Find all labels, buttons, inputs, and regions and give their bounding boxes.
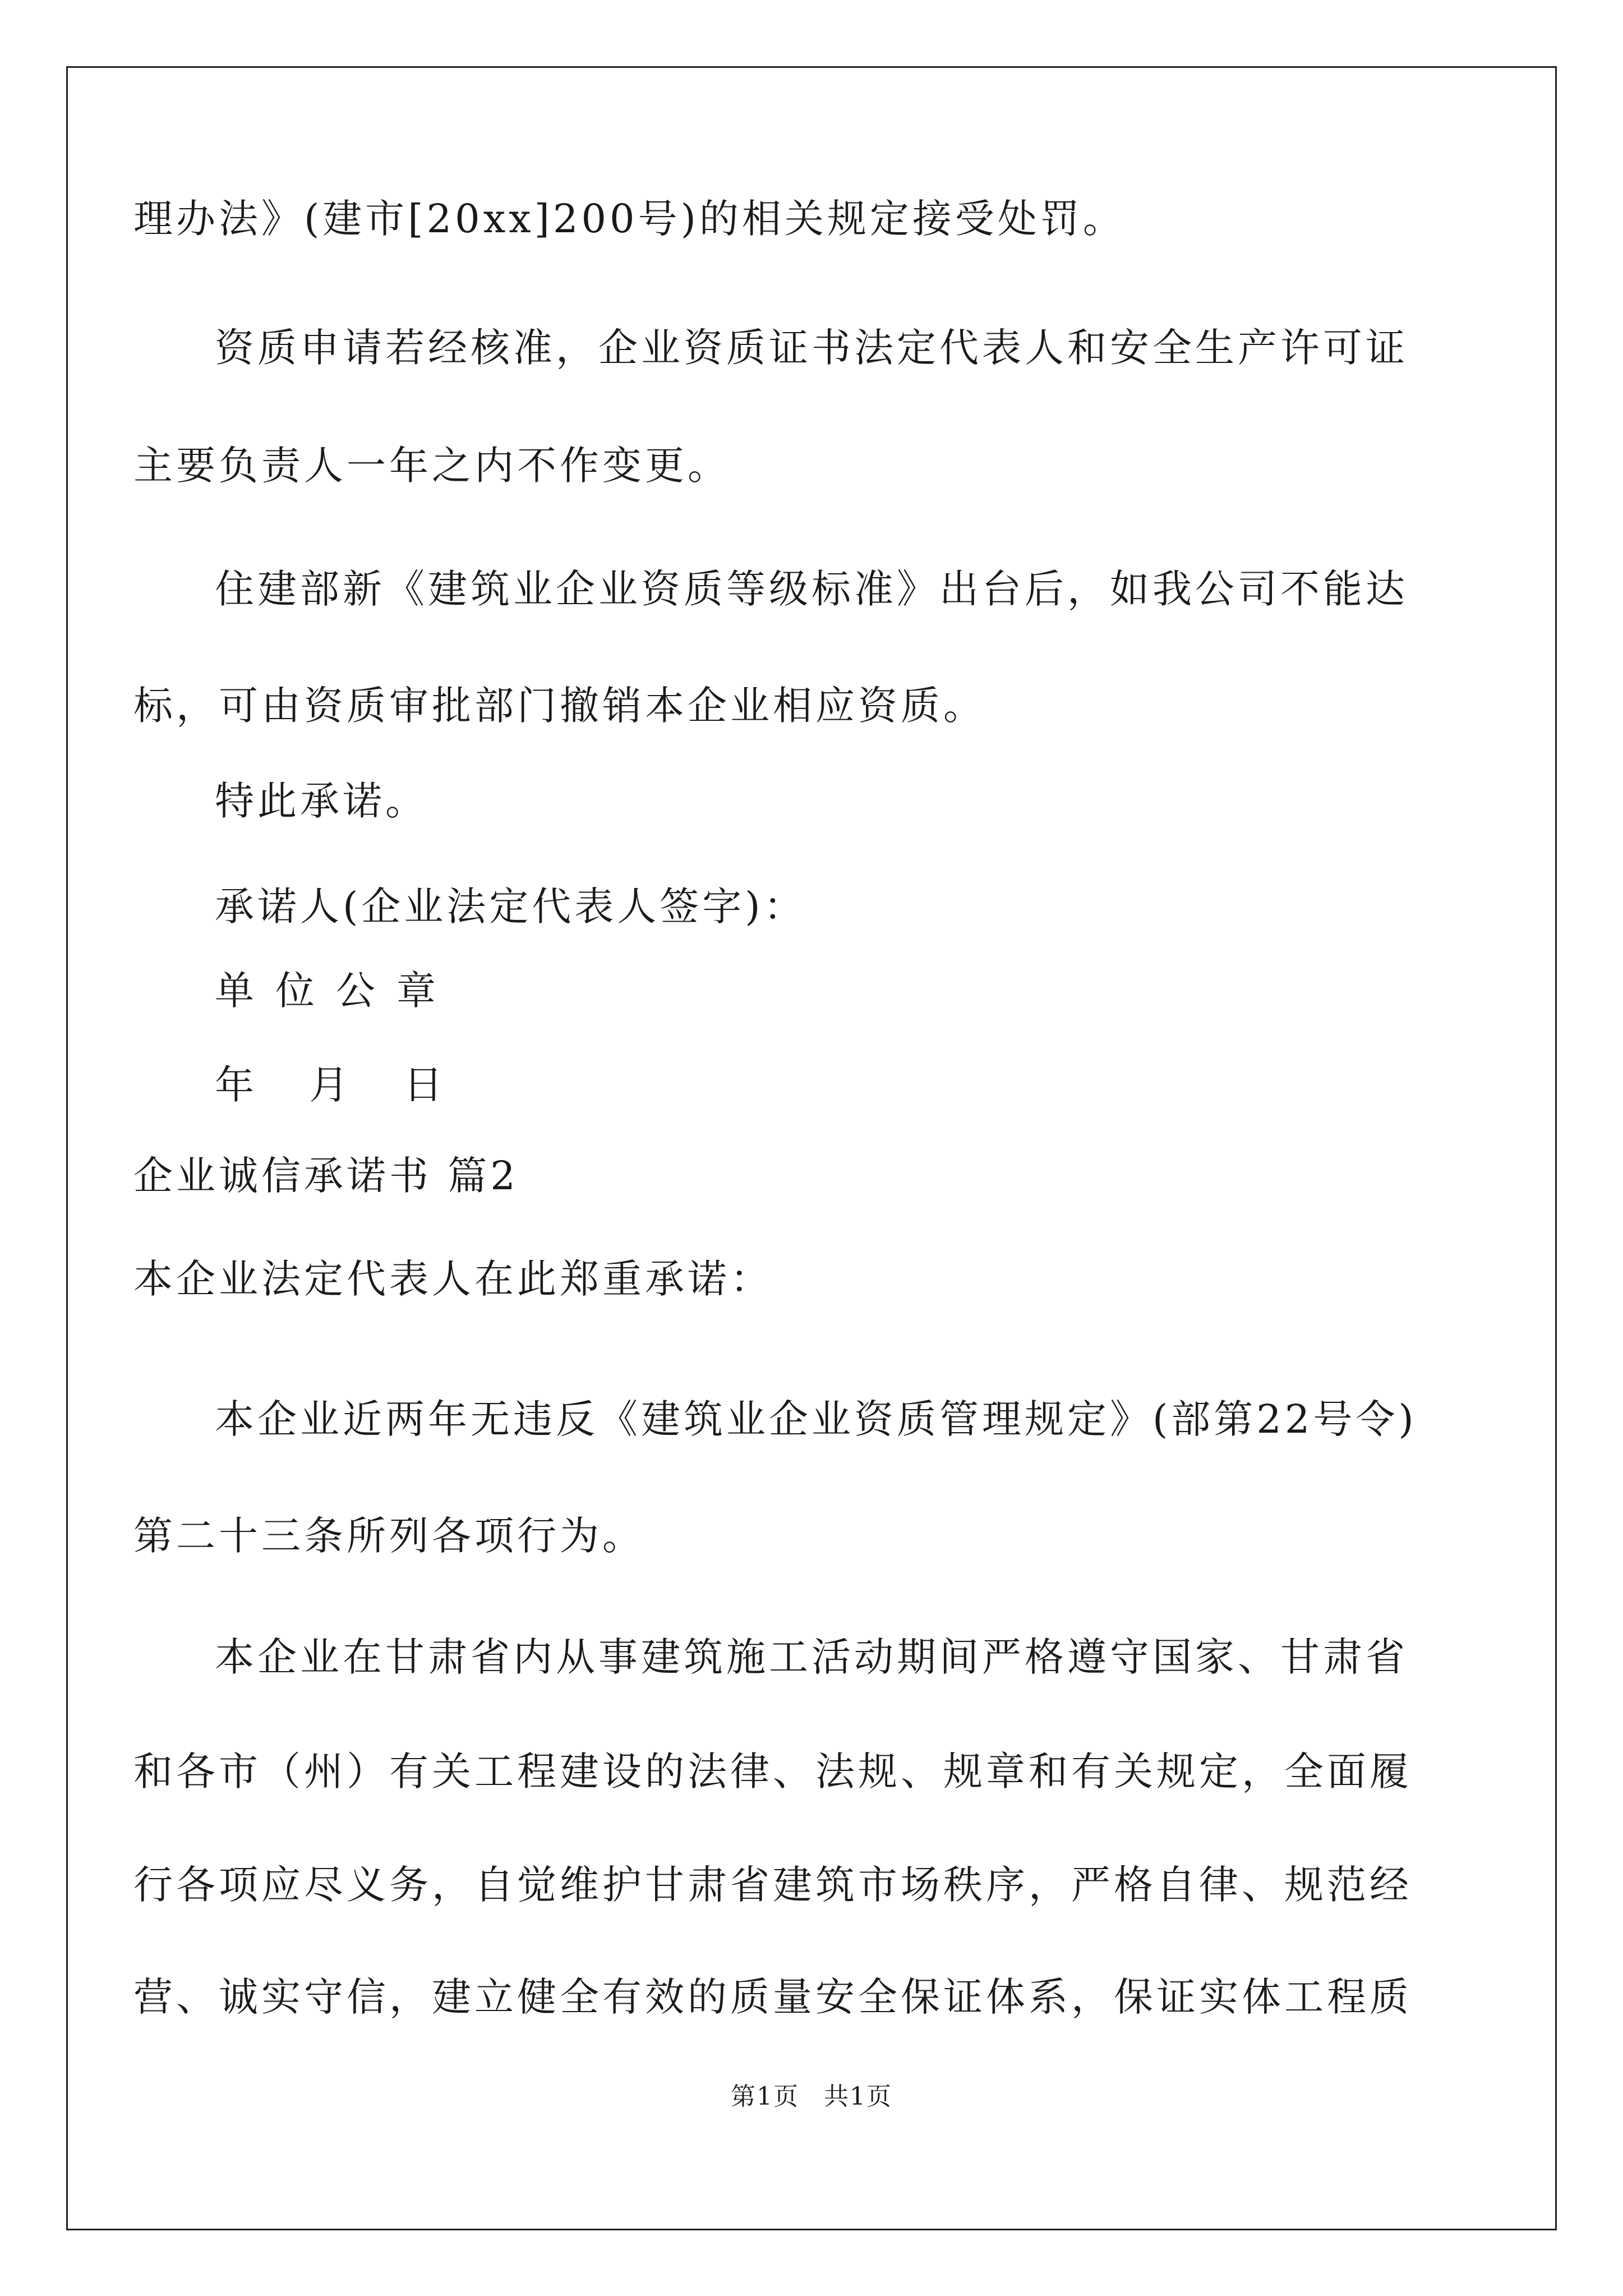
company-seal-line: 单位公章	[215, 968, 457, 1014]
text-line-5: 标，可由资质审批部门撤销本企业相应资质。	[133, 683, 986, 729]
text-line-6: 特此承诺。	[215, 778, 428, 824]
page-total: 共1页	[824, 2082, 892, 2111]
text-line-4: 住建部新《建筑业企业资质等级标准》出台后，如我公司不能达	[215, 566, 1408, 612]
page-footer	[0, 2081, 1623, 2113]
text-line-1: 理办法》(建市[20xx]200号)的相关规定接受处罚。	[133, 196, 1126, 242]
text-line-12: 本企业近两年无违反《建筑业企业资质管理规定》(部第22号令)	[215, 1396, 1417, 1442]
signature-line: 承诺人(企业法定代表人签字)：	[215, 884, 806, 930]
text-line-2: 资质申请若经核准，企业资质证书法定代表人和安全生产许可证	[215, 325, 1408, 371]
text-line-17: 营、诚实守信，建立健全有效的质量安全保证体系，保证实体工程质	[133, 1974, 1412, 2020]
text-line-13: 第二十三条所列各项行为。	[133, 1513, 645, 1559]
text-line-15: 和各市（州）有关工程建设的法律、法规、规章和有关规定，全面履	[133, 1749, 1412, 1795]
text-line-3: 主要负责人一年之内不作变更。	[133, 443, 730, 489]
text-line-11: 本企业法定代表人在此郑重承诺：	[133, 1256, 773, 1302]
text-line-16: 行各项应尽义务，自觉维护甘肃省建筑市场秩序，严格自律、规范经	[133, 1862, 1412, 1908]
date-line: 年 月 日	[215, 1062, 464, 1108]
page-number: 第1页	[731, 2082, 799, 2111]
text-line-14: 本企业在甘肃省内从事建筑施工活动期间严格遵守国家、甘肃省	[215, 1634, 1408, 1680]
section-heading: 企业诚信承诺书 篇2	[133, 1153, 519, 1199]
